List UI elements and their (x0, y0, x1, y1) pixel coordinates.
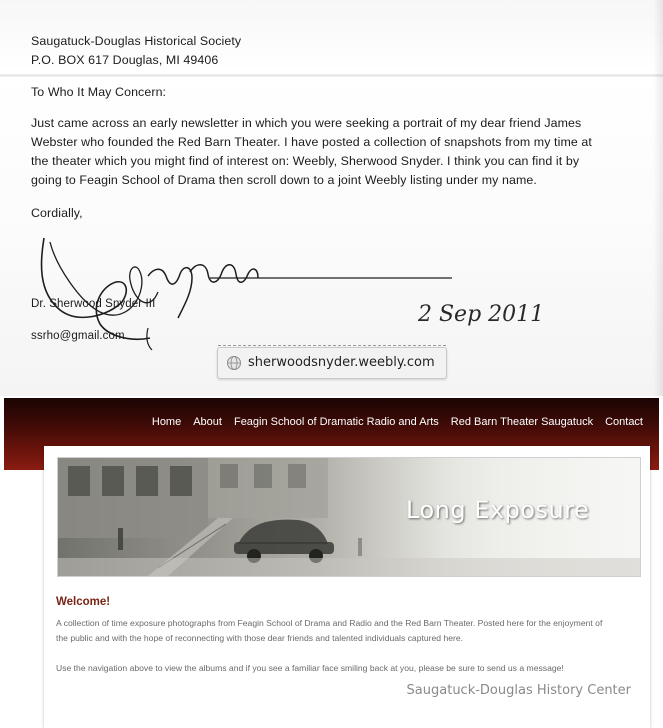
nav-feagin-school[interactable]: Feagin School of Dramatic Radio and Arts (233, 416, 439, 428)
letter-body-line: the theater which you might find of interest on: Weebly, Sherwood Snyder. I think you can find it by (31, 154, 580, 168)
intro-paragraph-line: A collection of time exposure photographs from Feagin School of Drama and Radio and the Red Barn Theater. Posted here for the enjoyment of (56, 618, 603, 628)
nav-about[interactable]: About (193, 416, 222, 428)
nav-contact[interactable]: Contact (605, 416, 643, 428)
letter-signer-name: Dr. Sherwood Snyder III (31, 298, 156, 310)
banner (57, 457, 641, 577)
url-text[interactable]: sherwoodsnyder.weebly.com (248, 355, 435, 370)
paper-edge-shadow (653, 0, 663, 396)
navigation-paragraph: Use the navigation above to view the albums and if you see a familiar face smiling back at you, please be sure to send us a message! (56, 663, 564, 673)
letter-closing: Cordially, (31, 206, 83, 220)
letter-body-line: Webster who founded the Red Barn Theater. I have posted a collection of snapshots from my time at (31, 135, 592, 149)
handwritten-date: 2 Sep 2011 (418, 302, 545, 327)
paper-fold (0, 74, 663, 77)
letter-address: P.O. BOX 617 Douglas, MI 49406 (31, 53, 219, 67)
website-screenshot (4, 398, 659, 728)
url-bar[interactable] (217, 347, 447, 379)
nav-home[interactable]: Home (151, 416, 182, 428)
banner-title: Long Exposure (406, 496, 590, 524)
nav-red-barn-theater[interactable]: Red Barn Theater Saugatuck (450, 416, 594, 428)
letter-body-line: going to Feagin School of Drama then scroll down to a joint Weebly listing under my name. (31, 173, 537, 187)
site-nav (146, 416, 649, 428)
history-center-credit: Saugatuck-Douglas History Center (406, 683, 631, 698)
letter-body-line: Just came across an early newsletter in which you were seeking a portrait of my dear friend James (31, 116, 582, 130)
url-bar-tear-line (218, 345, 446, 346)
globe-icon (226, 355, 242, 371)
intro-paragraph-line: the public and with the hope of reconnecting with those dear friends and talented individuals captured here. (56, 633, 464, 643)
welcome-heading: Welcome! (56, 596, 111, 608)
letter-email: ssrho@gmail.com (31, 330, 125, 342)
letter-society-name: Saugatuck-Douglas Historical Society (31, 34, 242, 48)
letter-salutation: To Who It May Concern: (31, 85, 167, 99)
